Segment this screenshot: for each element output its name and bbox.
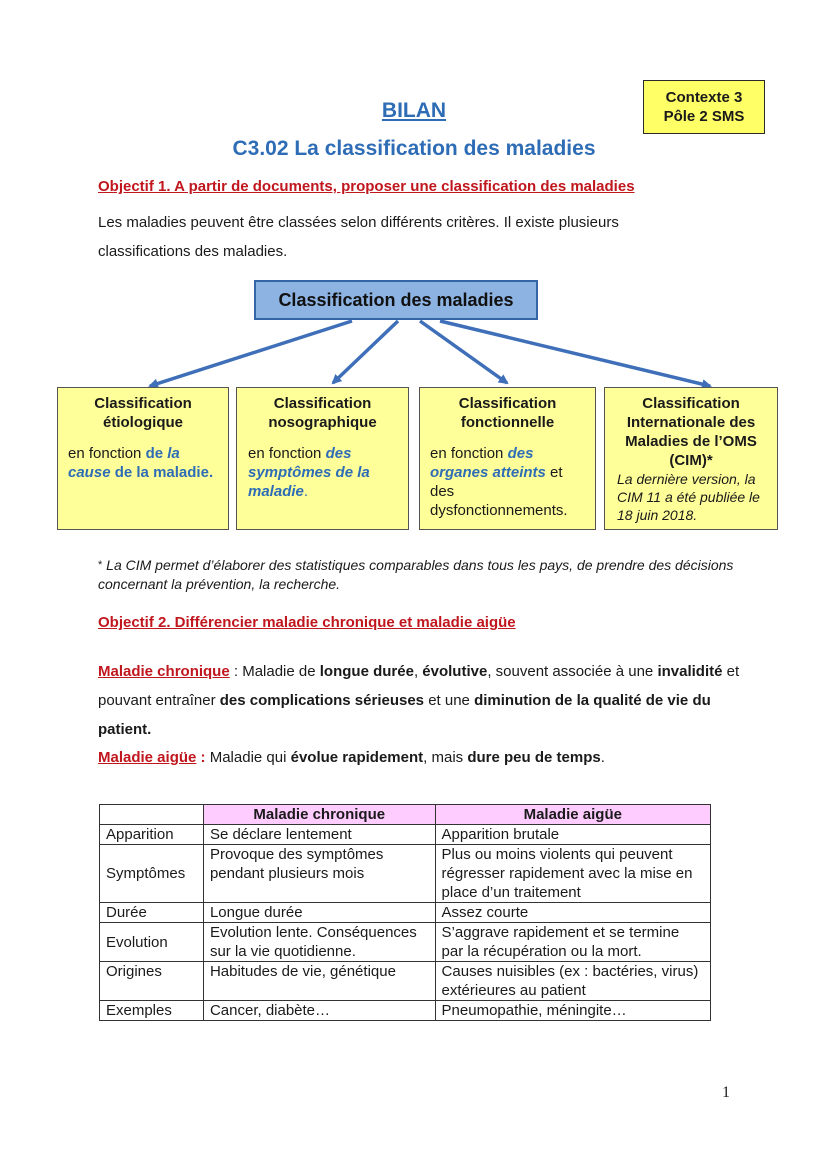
diagram-root-box: Classification des maladies: [254, 280, 538, 320]
table-cell: Causes nuisibles (ex : bactéries, virus) extérieures au patient: [435, 962, 710, 1001]
arrow-to-etiologique: [150, 321, 352, 386]
table-cell: Pneumopathie, méningite…: [435, 1001, 710, 1021]
def-chronique: Maladie chronique : Maladie de longue durée, évolutive, souvent associée à une invalidité et pouvant entraîner des complications sérieuses et une diminution de la qualité de vie du patient.: [98, 663, 740, 738]
table-cell: S’aggrave rapidement et se termine par la récupération ou la mort.: [435, 923, 710, 962]
table-cell: Provoque des symptômes pendant plusieurs mois: [203, 845, 435, 903]
table-row-label: Symptômes: [100, 845, 204, 903]
table-row-label: Origines: [100, 962, 204, 1001]
table-row-label: Evolution: [100, 923, 204, 962]
intro-line-2: classifications des maladies.: [98, 243, 288, 260]
footnote: [98, 556, 748, 594]
arrow-to-fonctionnelle: [420, 321, 507, 383]
table-header-row: [100, 805, 711, 825]
table-row: [100, 825, 711, 845]
comparison-table: [99, 804, 711, 1021]
table-row: [100, 903, 711, 923]
table-row-label: Exemples: [100, 1001, 204, 1021]
table-header-aigue: Maladie aigüe: [435, 805, 710, 825]
box-cim: [604, 387, 778, 530]
intro-line-1: Les maladies peuvent être classées selon différents critères. Il existe plusieurs: [98, 214, 619, 231]
box-fonctionnelle-title: Classification fonctionnelle: [458, 395, 557, 431]
footnote-text: La CIM permet d’élaborer des statistiques comparables dans tous les pays, de prendre des décisions concernant la prévention, la recherche.: [98, 557, 734, 592]
objectif-1: Objectif 1. A partir de documents, proposer une classification des maladies: [98, 178, 635, 195]
box-etiologique-title: Classification étiologique: [94, 395, 192, 431]
table-cell: Plus ou moins violents qui peuvent régresser rapidement avec la mise en place d’un traitement: [435, 845, 710, 903]
contexte-line1: Contexte 3: [665, 89, 743, 106]
table-cell: Cancer, diabète…: [203, 1001, 435, 1021]
box-nosographique-body: en fonction des symptômes de la maladie.: [248, 445, 370, 500]
table-cell: Evolution lente. Conséquences sur la vie quotidienne.: [203, 923, 435, 962]
page-title: BILAN: [381, 99, 447, 122]
footnote-star: *: [98, 559, 103, 571]
objectif-2: Objectif 2. Différencier maladie chronique et maladie aigüe: [98, 614, 516, 631]
page-number: 1: [722, 1084, 730, 1101]
box-cim-note: La dernière version, la CIM 11 a été publiée le 18 juin 2018.: [617, 471, 760, 523]
table-row: [100, 1001, 711, 1021]
box-nosographique: [236, 387, 409, 530]
table-cell: Apparition brutale: [435, 825, 710, 845]
arrow-to-nosographique: [333, 321, 398, 383]
table-row: [100, 962, 711, 1001]
box-etiologique-body: en fonction de la cause de la maladie.: [68, 445, 214, 481]
arrow-to-cim: [440, 321, 710, 386]
def-aigue: Maladie aigüe : Maladie qui évolue rapidement, mais dure peu de temps.: [98, 749, 605, 766]
box-fonctionnelle-body: en fonction des organes atteints et des dysfonctionnements.: [430, 445, 568, 519]
table-cell: Assez courte: [435, 903, 710, 923]
page-subtitle: C3.02 La classification des maladies: [232, 137, 596, 160]
table-header-chronique: Maladie chronique: [203, 805, 435, 825]
box-etiologique: [57, 387, 229, 530]
box-cim-title: Classification Internationale des Maladies de l’OMS (CIM)*: [625, 395, 757, 469]
table-header-empty: [100, 805, 204, 825]
table-cell: Habitudes de vie, génétique: [203, 962, 435, 1001]
box-nosographique-title: Classification nosographique: [268, 395, 377, 431]
diagram-arrows: [0, 0, 828, 400]
table-row: [100, 923, 711, 962]
table-cell: Longue durée: [203, 903, 435, 923]
table-cell: Se déclare lentement: [203, 825, 435, 845]
table-row-label: Apparition: [100, 825, 204, 845]
contexte-line2: Pôle 2 SMS: [663, 108, 745, 125]
table-row-label: Durée: [100, 903, 204, 923]
table-row: [100, 845, 711, 903]
box-fonctionnelle: [419, 387, 596, 530]
